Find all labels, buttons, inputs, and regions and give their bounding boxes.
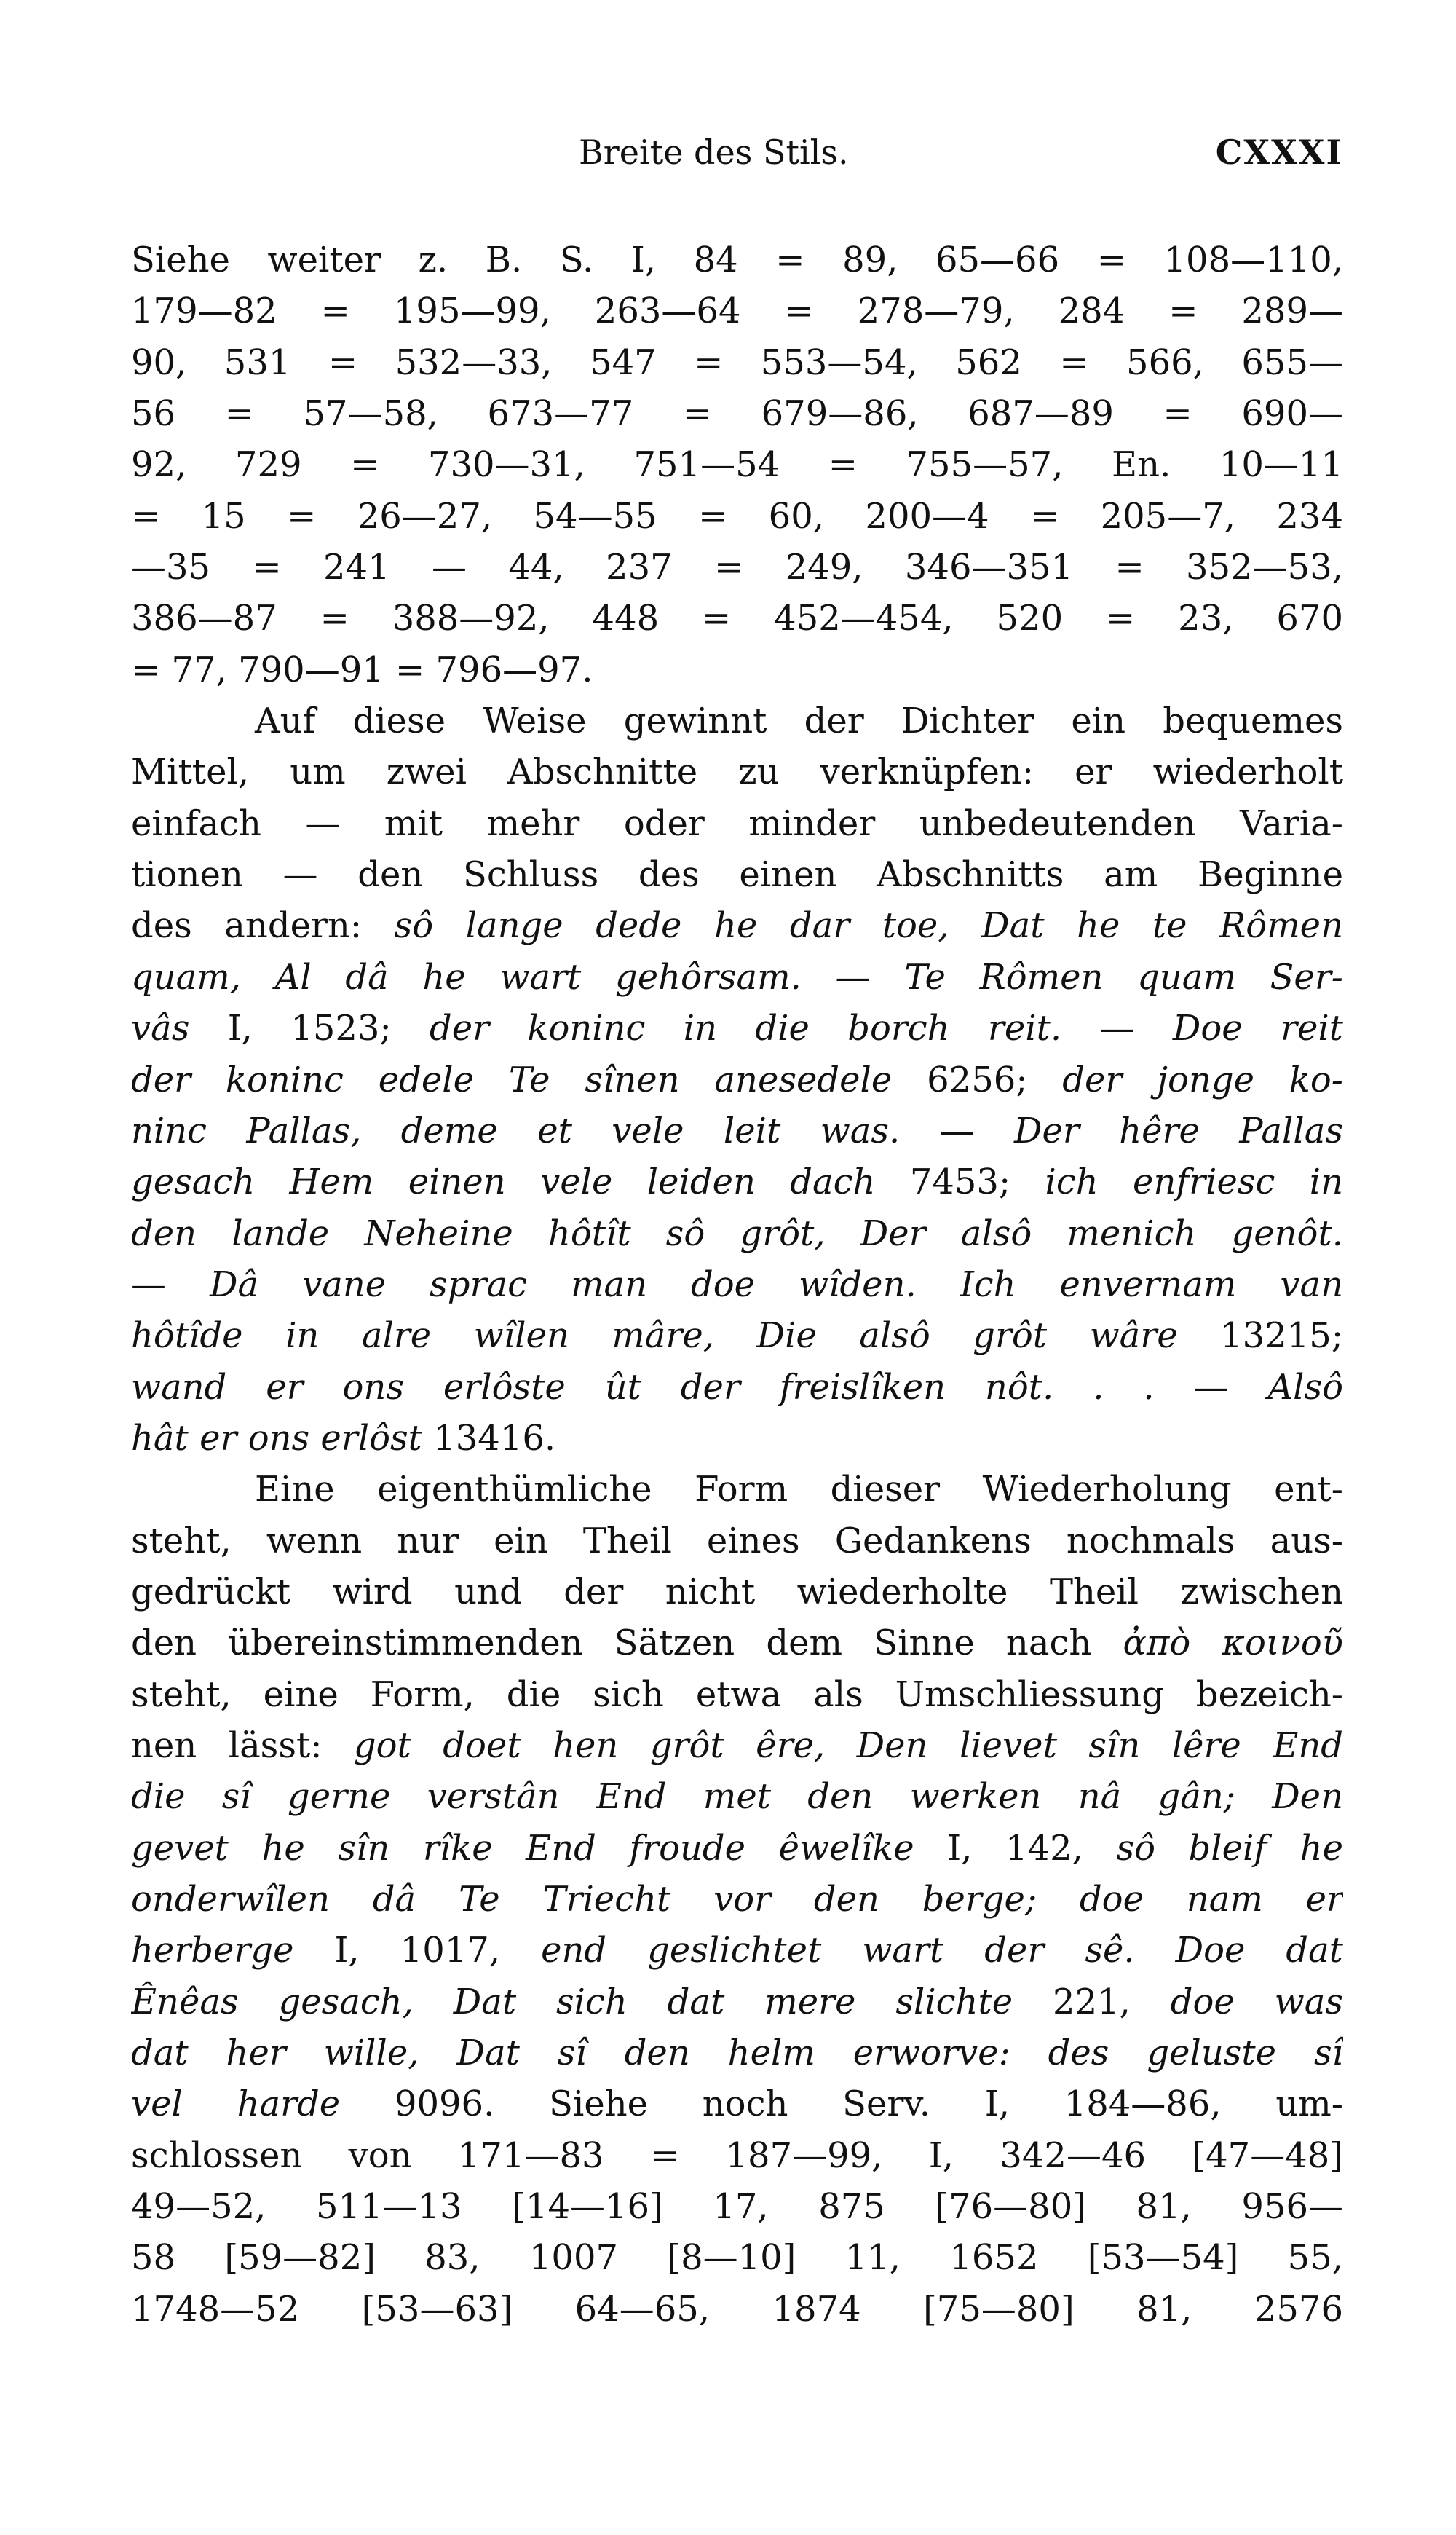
text-run: — — [131, 1263, 210, 1305]
text-run: steht, eine Form, die sich etwa als Umschliessung bezeich- — [131, 1673, 1343, 1715]
text-run: I, 1523; — [189, 1008, 430, 1049]
italic-citation-run: die sî gerne verstân End met den werken nâ gân; Den — [131, 1776, 1343, 1818]
italic-citation-run: quam, Al dâ he wart gehôrsam. — Te Rômen quam Ser- — [131, 956, 1343, 998]
text-run: I, 1017, — [293, 1930, 542, 1971]
text-line — [131, 491, 1343, 542]
text-run: Mittel, um zwei Abschnitte zu verknüpfen: er wiederholt — [131, 752, 1343, 793]
text-line — [131, 1874, 1343, 1925]
text-run: steht, wenn nur ein Theil eines Gedankens nochmals aus- — [131, 1520, 1343, 1561]
text-run: 6256; — [892, 1059, 1063, 1100]
italic-citation-run: ninc Pallas, deme et vele leit was. — Der hêre Pallas — [131, 1110, 1343, 1151]
text-line — [131, 849, 1343, 900]
text-line — [131, 900, 1343, 951]
text-run: Eine eigenthümliche Form dieser Wiederholung ent- — [255, 1469, 1343, 1510]
text-line — [131, 1566, 1343, 1617]
text-run: Auf diese Weise gewinnt der Dichter ein bequemes — [255, 701, 1343, 742]
italic-citation-run: sô bleif he — [1116, 1827, 1343, 1869]
text-line — [131, 1976, 1343, 2027]
page-header — [131, 133, 1343, 184]
text-line — [131, 542, 1343, 593]
text-line — [131, 1925, 1343, 1976]
italic-citation-run: Alsô — [1267, 1366, 1343, 1408]
text-line — [131, 1003, 1343, 1054]
text-run: —35 = 241 — 44, 237 = 249, 346—351 = 352—53, — [131, 547, 1343, 588]
text-run: 56 = 57—58, 673—77 = 679—86, 687—89 = 690— — [131, 393, 1343, 435]
italic-citation-run: herberge — [131, 1930, 294, 1971]
text-run: 92, 729 = 730—31, 751—54 = 755—57, En. 10—11 — [131, 444, 1343, 486]
italic-citation-run: vâs — [131, 1008, 190, 1049]
text-run: schlossen von 171—83 = 187—99, I, 342—46 [47—48] — [131, 2134, 1343, 2176]
text-line — [131, 798, 1343, 849]
page-number: CXXXI — [1215, 133, 1343, 172]
text-line — [131, 1413, 1343, 1464]
text-run: = 15 = 26—27, 54—55 = 60, 200—4 = 205—7, 234 — [131, 495, 1343, 537]
italic-citation-run: end geslichtet wart der sê. Doe dat — [541, 1930, 1343, 1971]
text-line — [131, 337, 1343, 388]
italic-citation-run: gevet he sîn rîke End froude êwelîke — [131, 1827, 914, 1869]
text-run: 13215; — [1177, 1315, 1343, 1357]
italic-citation-run: dat her wille, Dat sî den helm erworve: des geluste sî — [131, 2033, 1343, 2074]
text-run: 49—52, 511—13 [14—16] 17, 875 [76—80] 81, 956— — [131, 2186, 1343, 2228]
text-line — [131, 2181, 1343, 2232]
italic-citation-run: gesach Hem einen vele leiden dach — [131, 1162, 876, 1203]
text-line — [131, 2284, 1343, 2335]
text-line — [131, 1617, 1343, 1668]
italic-citation-run: vel harde — [131, 2083, 341, 2125]
text-line — [131, 1823, 1343, 1874]
text-line — [131, 1105, 1343, 1156]
italic-citation-run: der jonge ko- — [1062, 1059, 1343, 1100]
italic-citation-run: Ênêas gesach, Dat sich dat mere slichte — [131, 1981, 1013, 2022]
text-line — [131, 746, 1343, 797]
text-line — [131, 388, 1343, 439]
text-run: einfach — mit mehr oder minder unbedeutenden Varia- — [131, 803, 1343, 844]
italic-citation-run: Dâ vane sprac man doe wîden. Ich envernam van — [210, 1263, 1343, 1305]
text-run: — — [1154, 1366, 1268, 1408]
italic-citation-run: sô lange dede he dar toe, Dat he te Rômen — [394, 905, 1343, 947]
italic-citation-run: der koninc edele Te sînen anesedele — [131, 1059, 893, 1100]
text-line — [131, 952, 1343, 1003]
text-line — [131, 1310, 1343, 1361]
italic-citation-run: doe was — [1170, 1981, 1343, 2022]
text-line — [131, 2027, 1343, 2078]
text-line — [131, 2232, 1343, 2283]
italic-citation-run: ich enfriesc in — [1045, 1162, 1343, 1203]
italic-citation-run: got doet hen grôt êre, Den lievet sîn lêre End — [353, 1724, 1343, 1766]
text-line — [131, 1208, 1343, 1259]
text-run: 58 [59—82] 83, 1007 [8—10] 11, 1652 [53—54] 55, — [131, 2237, 1343, 2279]
text-line — [131, 2130, 1343, 2181]
text-line — [131, 1771, 1343, 1822]
italic-citation-run: hôtîde in alre wîlen mâre, Die alsô grôt wâre — [131, 1315, 1178, 1357]
text-run: 221, — [1013, 1981, 1171, 2022]
text-run: tionen — den Schluss des einen Abschnitts am Beginne — [131, 854, 1343, 896]
text-run: = 77, 790—91 = 796—97. — [131, 649, 593, 690]
text-line — [131, 234, 1343, 285]
italic-citation-run: der koninc in die borch reit. — Doe reit — [429, 1008, 1343, 1049]
text-run: den übereinstimmenden Sätzen dem Sinne nach — [131, 1623, 1123, 1664]
text-run: I, 142, — [914, 1827, 1117, 1869]
text-line — [131, 1720, 1343, 1771]
text-run: 179—82 = 195—99, 263—64 = 278—79, 284 = 289— — [131, 291, 1343, 332]
text-line — [131, 593, 1343, 644]
italic-citation-run: den lande Neheine hôtît sô grôt, Der alsô menich genôt. — [131, 1213, 1343, 1254]
text-line — [131, 1669, 1343, 1720]
text-line — [131, 285, 1343, 336]
text-line — [131, 439, 1343, 490]
text-run: 90, 531 = 532—33, 547 = 553—54, 562 = 566, 655— — [131, 342, 1343, 383]
italic-citation-run: onderwîlen dâ Te Triecht vor den berge; doe nam er — [131, 1879, 1343, 1920]
body-text — [131, 234, 1343, 2335]
italic-citation-run: hât er ons erlôst — [131, 1417, 422, 1459]
text-line — [131, 1515, 1343, 1566]
text-line — [131, 1259, 1343, 1310]
text-run: 9096. Siehe noch Serv. I, 184—86, um- — [340, 2083, 1343, 2125]
text-line — [131, 2078, 1343, 2129]
text-run: 7453; — [875, 1162, 1045, 1203]
italic-citation-run: wand er ons erlôste ût der freislîken nôt. . . — [131, 1366, 1155, 1408]
text-run: 1748—52 [53—63] 64—65, 1874 [75—80] 81, 2576 — [131, 2288, 1343, 2330]
paragraph-start-line — [131, 695, 1343, 746]
text-run: Siehe weiter z. B. S. I, 84 = 89, 65—66 = 108—110, — [131, 240, 1343, 280]
text-line — [131, 644, 1343, 695]
text-run: gedrückt wird und der nicht wiederholte Theil zwischen — [131, 1571, 1343, 1612]
text-line — [131, 1054, 1343, 1105]
text-run: 13416. — [422, 1417, 556, 1459]
text-run: des andern: — [131, 905, 395, 947]
text-line — [131, 1362, 1343, 1413]
running-title: Breite des Stils. — [579, 133, 849, 172]
text-line — [131, 1156, 1343, 1207]
italic-citation-run: ἀπὸ κοινοῦ — [1123, 1623, 1343, 1664]
paragraph-start-line — [131, 1464, 1343, 1515]
text-run: 386—87 = 388—92, 448 = 452—454, 520 = 23, 670 — [131, 598, 1343, 639]
text-run: nen lässt: — [131, 1724, 354, 1766]
